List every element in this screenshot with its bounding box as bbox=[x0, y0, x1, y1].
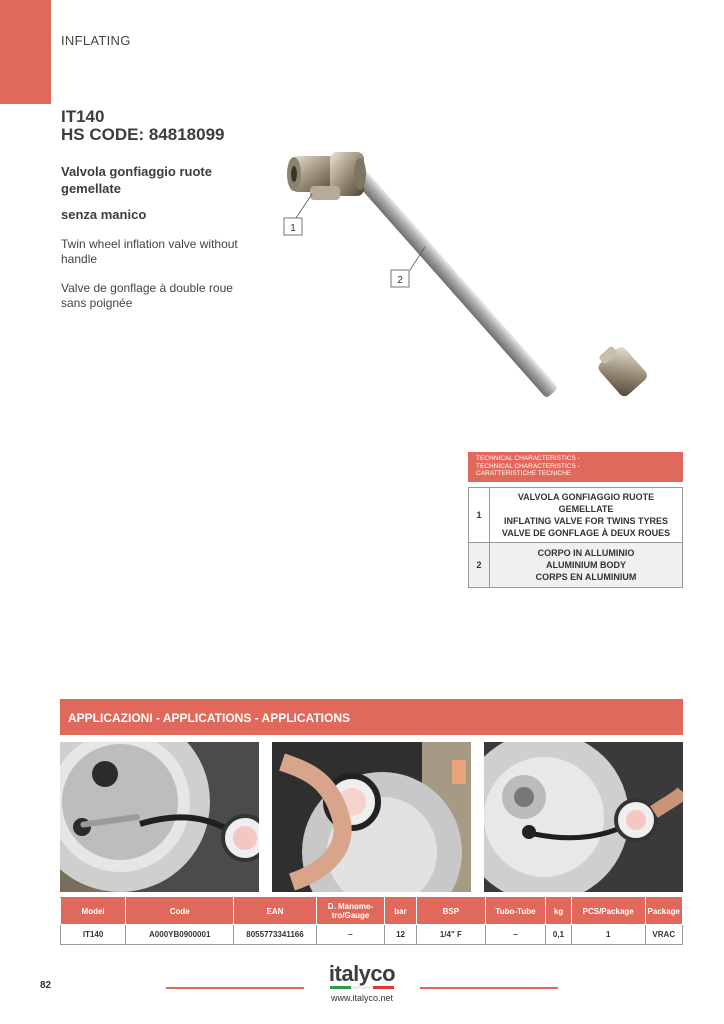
callout-2: 2 bbox=[397, 275, 403, 286]
brand-name: italyco bbox=[328, 961, 396, 986]
tech-header-line: TECHNICAL CHARACTERISTICS - bbox=[476, 462, 580, 470]
brand-flag-stripe bbox=[330, 986, 394, 989]
header-kg: kg bbox=[546, 898, 572, 925]
product-image bbox=[260, 130, 680, 430]
header-pcs-package: PCS/Package bbox=[571, 898, 645, 925]
website-link[interactable]: www.italyco.net bbox=[330, 993, 394, 1003]
tech-row-number: 2 bbox=[469, 543, 490, 588]
tech-row-description: VALVOLA GONFIAGGIO RUOTE GEMELLATE INFLATING VALVE FOR TWINS TYRES VALVE DE GONFLAGE À DEUX ROUES bbox=[490, 488, 683, 543]
cell-bar: 12 bbox=[385, 925, 417, 945]
footer-divider-right bbox=[420, 987, 558, 989]
technical-table bbox=[468, 487, 683, 588]
header-gauge: D. Manome-tro/Gauge bbox=[316, 898, 384, 925]
technical-characteristics-header bbox=[468, 452, 683, 482]
cell-bsp: 1/4" F bbox=[416, 925, 485, 945]
cell-pcs-package: 1 bbox=[571, 925, 645, 945]
application-photo-1 bbox=[60, 742, 259, 892]
end-nut bbox=[592, 340, 649, 398]
header-bar: bar bbox=[385, 898, 417, 925]
applications-title: APPLICAZIONI - APPLICATIONS - APPLICATIONS bbox=[68, 711, 350, 725]
valve-head bbox=[287, 152, 366, 200]
table-row bbox=[61, 925, 683, 945]
header-package: Package bbox=[645, 898, 682, 925]
product-description-french: Valve de gonflage à double roue sans poignée bbox=[61, 281, 233, 310]
cell-code: A000YB0900001 bbox=[126, 925, 234, 945]
hs-code: HS CODE: 84818099 bbox=[61, 125, 225, 144]
header-model: Model bbox=[61, 898, 126, 925]
cell-tube: – bbox=[485, 925, 545, 945]
brand-logo bbox=[328, 962, 396, 986]
tech-row-number: 1 bbox=[469, 488, 490, 543]
tech-header-line: CARATTERISTICHE TECNICHE bbox=[476, 470, 572, 477]
callout-1: 1 bbox=[290, 223, 296, 234]
cell-package: VRAC bbox=[645, 925, 682, 945]
header-ean: EAN bbox=[234, 898, 317, 925]
cell-model: IT140 bbox=[61, 925, 126, 945]
page-number: 82 bbox=[40, 980, 52, 991]
cell-gauge: – bbox=[316, 925, 384, 945]
tech-row-description: CORPO IN ALLUMINIO ALUMINIUM BODY CORPS EN ALUMINIUM bbox=[490, 543, 683, 588]
cell-ean: 8055773341166 bbox=[234, 925, 317, 945]
product-data-table bbox=[60, 897, 683, 945]
application-photo-2 bbox=[272, 742, 471, 892]
header-bsp: BSP bbox=[416, 898, 485, 925]
tech-row bbox=[469, 543, 683, 588]
product-subtitle-italian: senza manico bbox=[61, 207, 147, 222]
tech-row bbox=[469, 488, 683, 543]
tech-header-line: TECHNICAL CHARACTERISTICS - bbox=[476, 455, 580, 462]
section-color-tab bbox=[0, 0, 51, 104]
product-title-italian: Valvola gonfiaggio ruote gemellate bbox=[61, 164, 212, 196]
application-photo-3 bbox=[484, 742, 683, 892]
footer-divider-left bbox=[166, 987, 304, 989]
header-code: Code bbox=[126, 898, 234, 925]
header-tube: Tubo-Tube bbox=[485, 898, 545, 925]
product-model: IT140 bbox=[61, 107, 105, 126]
applications-banner bbox=[60, 699, 683, 735]
cell-kg: 0,1 bbox=[546, 925, 572, 945]
section-label: INFLATING bbox=[61, 33, 131, 48]
product-description-english: Twin wheel inflation valve without handle bbox=[61, 237, 238, 266]
table-header-row bbox=[61, 898, 683, 925]
